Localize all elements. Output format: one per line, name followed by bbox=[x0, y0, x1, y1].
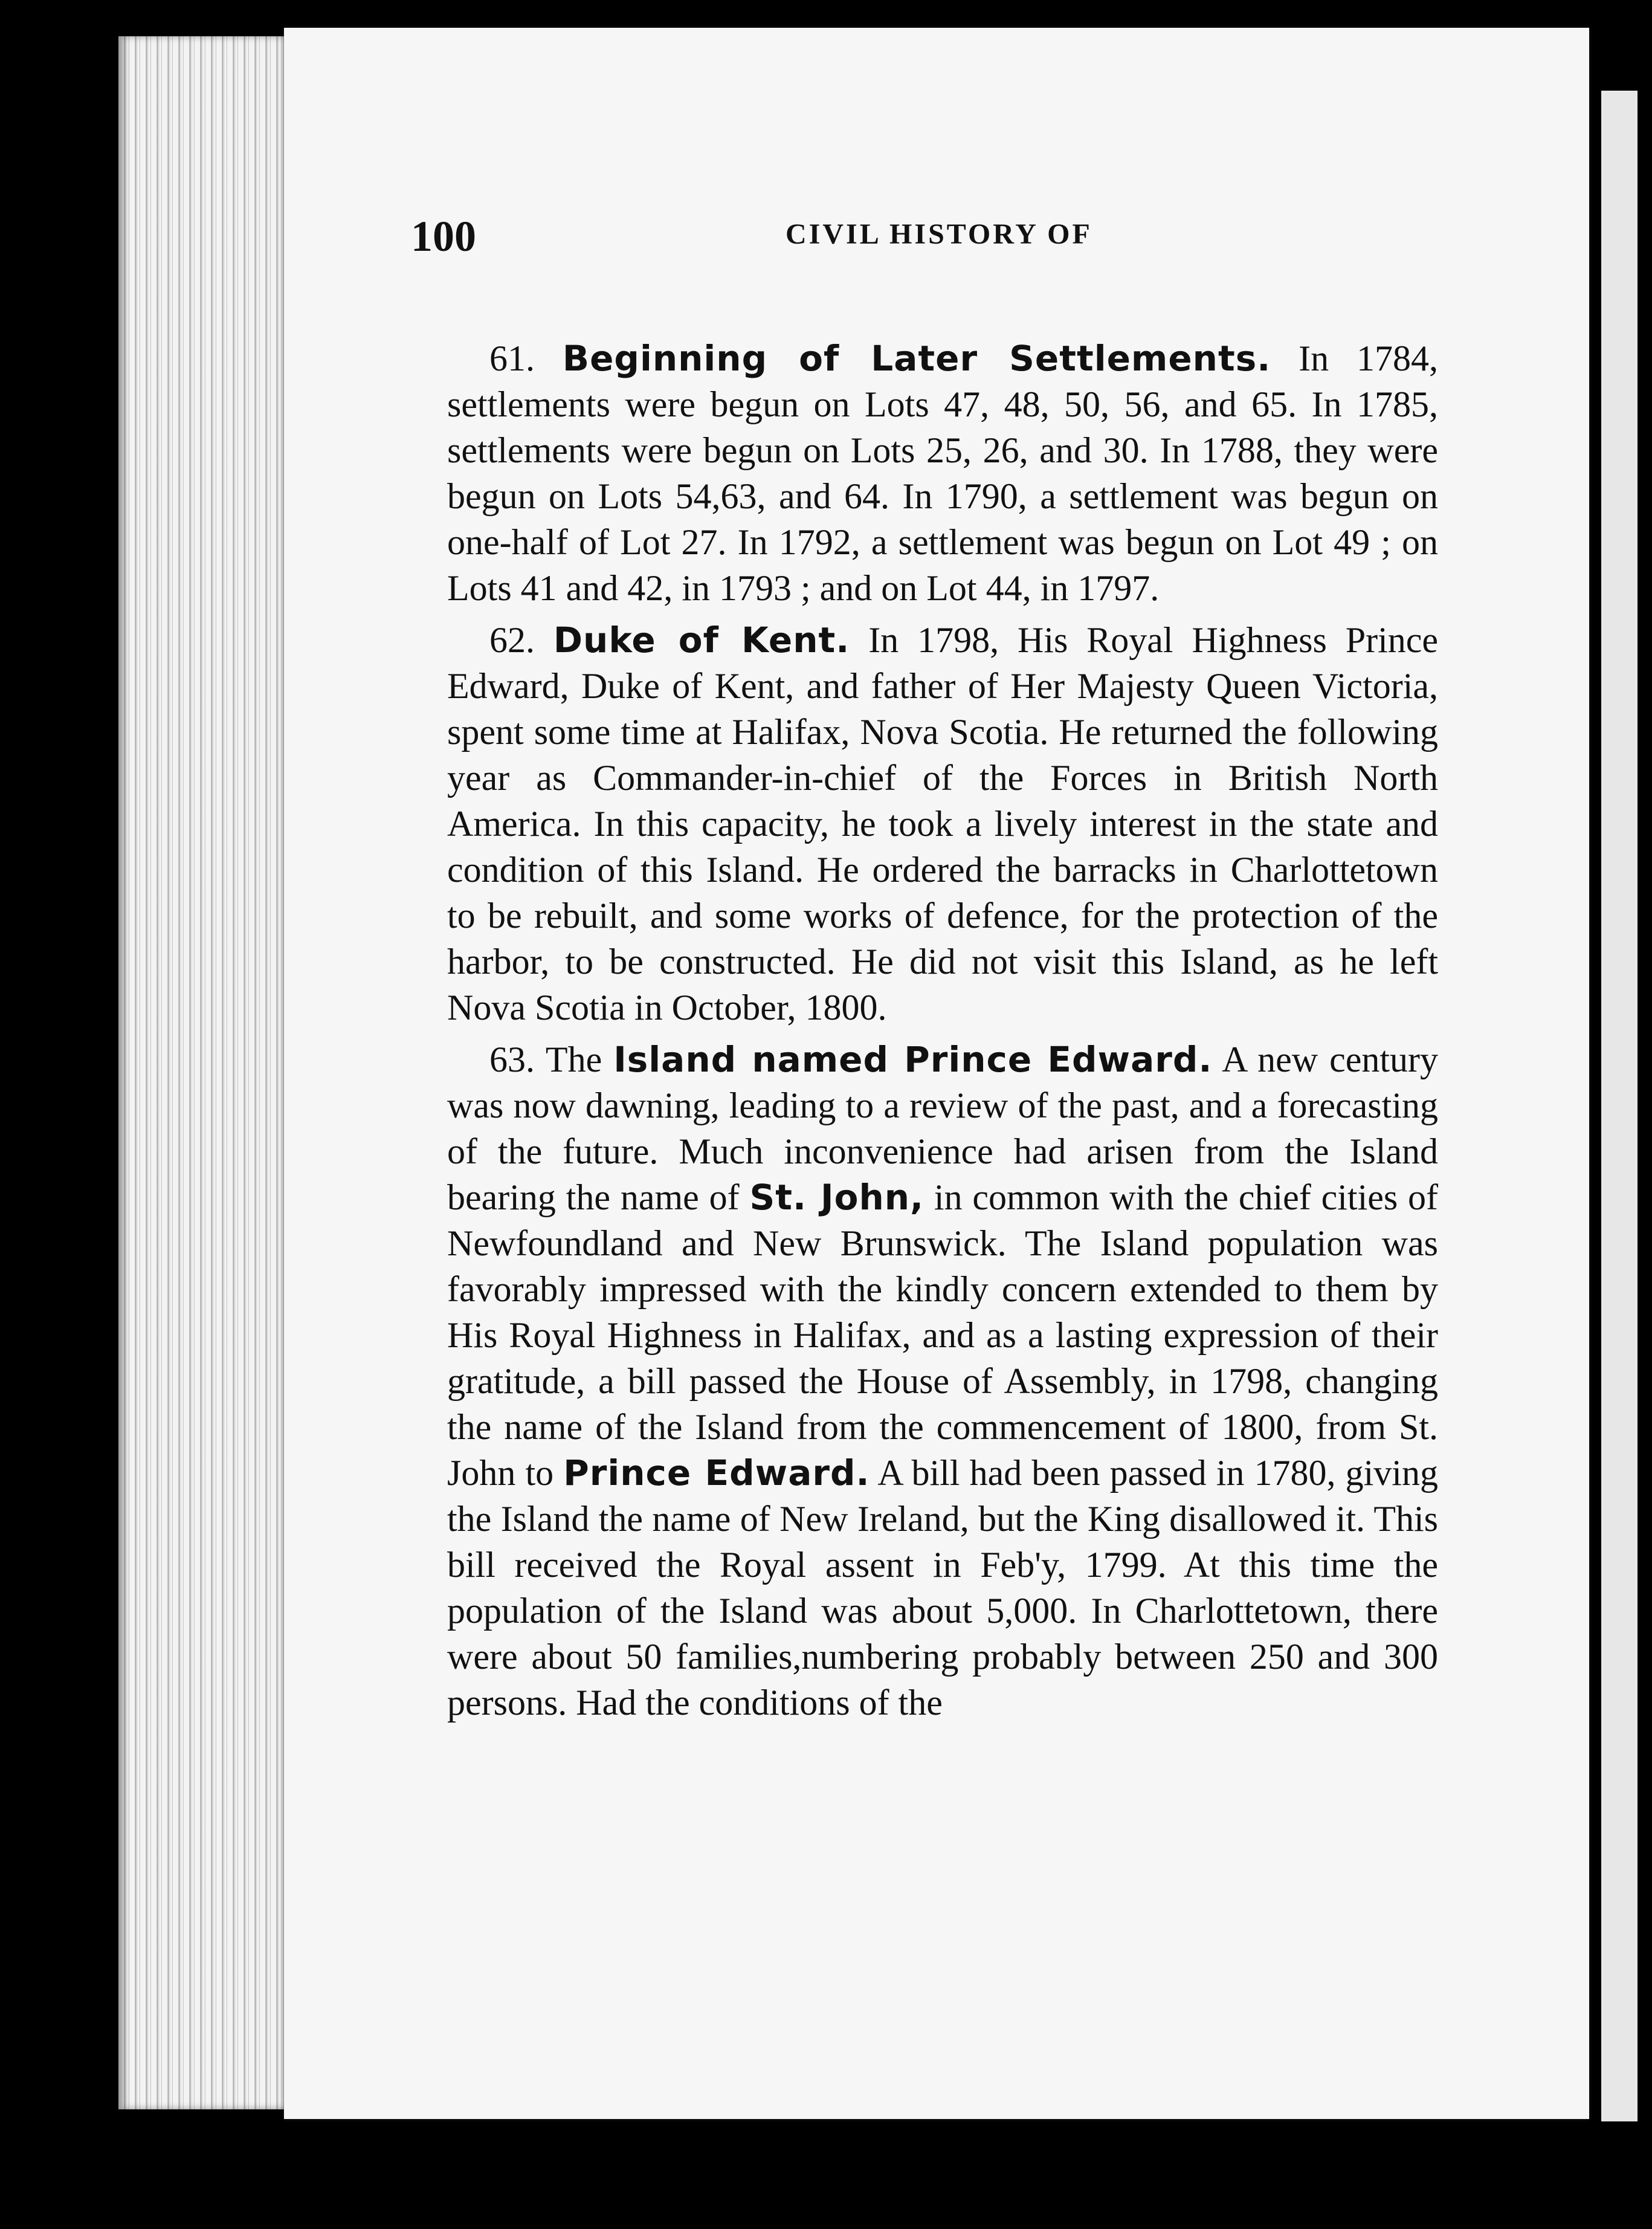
paragraph-text: In 1798, His Royal Highness Prince Edward, Duke of Kent, and father of Her Majesty Queen Victoria, spent some time at Halifax, Nova Scotia. He returned the following year as Commander-in-chief of the Forces in British North America. In this capacity, he took a lively interest in the state and condition of this Island. He ordered the barracks in Charlottetown to be rebuilt, and some works of defence, for the protection of the harbor, to be constructed. He did not visit this Island, as he left Nova Scotia in October, 1800. bbox=[447, 620, 1438, 1027]
book-page-edges bbox=[118, 36, 294, 2109]
inline-bold-term: St. John, bbox=[749, 1177, 924, 1218]
body-text bbox=[447, 335, 1438, 1732]
page-number: 100 bbox=[411, 212, 476, 260]
paragraph-number: 61. bbox=[489, 338, 535, 378]
running-title: CIVIL HISTORY OF bbox=[786, 218, 1092, 250]
paragraph-text: A bill had been passed in 1780, giving the Island the name of New Ireland, but the King disallowed it. This bill received the Royal assent in Feb'y, 1799. At this time the population of the Island was about 5,000. In Charlottetown, there were about 50 families,numbering probably between 250 and 300 persons. Had the conditions of the bbox=[447, 1453, 1438, 1723]
paragraph-number: 62. bbox=[489, 620, 535, 660]
paragraph-text: in common with the chief cities of Newfoundland and New Brunswick. The Island population was favorably impressed with the kindly concern extended to them by His Royal Highness in Halifax, and as a lasting expression of their gratitude, a bill passed the House of Assembly, in 1798, changing the name of the Island from the commencement of 1800, from St. John to bbox=[447, 1177, 1439, 1493]
paragraph-61 bbox=[447, 335, 1438, 611]
paragraph-heading: Duke of Kent. bbox=[553, 620, 850, 661]
paragraph-63 bbox=[447, 1037, 1438, 1726]
page-header bbox=[411, 212, 1426, 260]
paragraph-heading: Island named Prince Edward. bbox=[613, 1039, 1213, 1080]
paragraph-text: A new century was now dawning, leading to a review of the past, and a forecasting of the future. Much inconvenience had arisen from the Island bearing the name of bbox=[447, 1040, 1438, 1217]
next-page-edge bbox=[1601, 91, 1637, 2121]
paragraph-number: 63. bbox=[489, 1040, 535, 1079]
paragraph-text: In 1784, settlements were begun on Lots 47, 48, 50, 56, and 65. In 1785, settlements were begun on Lots 25, 26, and 30. In 1788, they were begun on Lots 54,63, and 64. In 1790, a settlement was begun on one-half of Lot 27. In 1792, a settlement was begun on Lot 49 ; on Lots 41 and 42, in 1793 ; and on Lot 44, in 1797. bbox=[447, 338, 1438, 608]
paragraph-heading: Beginning of Later Settlements. bbox=[562, 338, 1271, 379]
inline-bold-term: Prince Edward. bbox=[563, 1452, 870, 1493]
paragraph-intro: The bbox=[545, 1040, 602, 1079]
paragraph-62 bbox=[447, 617, 1438, 1030]
